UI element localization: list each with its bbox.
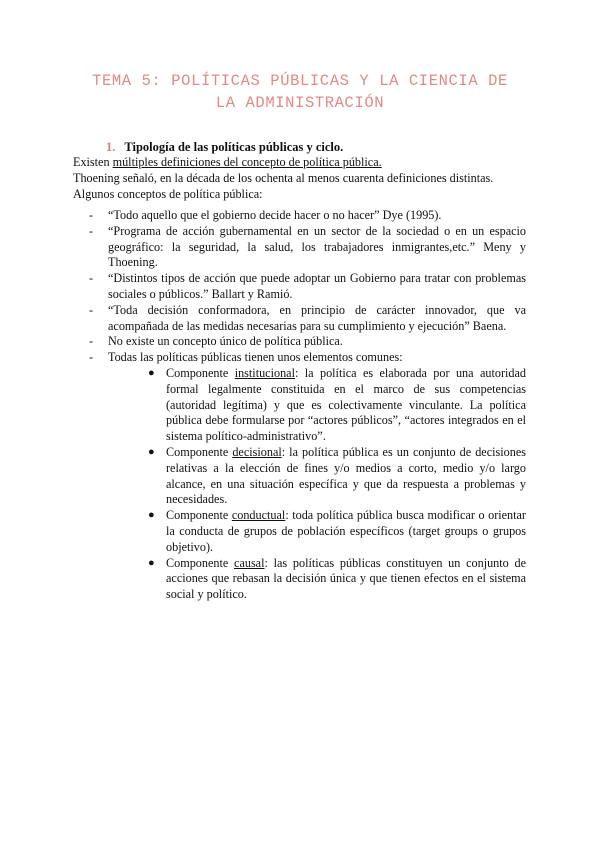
component-item-institucional: ● Componente institucional: la política es elaborada por una autoridad formal legalmente constituida en el marco de sus competencias (autoridad legítima) y que es colectivamente vinculante. La política pública debe formularse por “actores públicos”, “actores integrados en el sistema político-administrativo”.	[148, 365, 526, 444]
dash-marker: -	[89, 208, 94, 222]
component-term: institucional	[234, 365, 295, 380]
component-term: decisional	[232, 444, 282, 459]
intro-paragraph-2: Thoening señaló, en la década de los ochenta al menos cuarenta definiciones distintas.	[73, 170, 494, 185]
dash-marker: -	[89, 350, 94, 365]
section-heading-text: Tipología de las políticas públicas y ciclo.	[124, 140, 344, 154]
list-item: - No existe un concepto único de política pública.	[89, 334, 343, 349]
list-item: - “Distintos tipos de acción que puede adoptar un Gobierno para tratar con problemas sociales o públicos.” Ballart y Ramió.	[89, 271, 526, 301]
definitions-list	[89, 208, 526, 603]
bullet-icon: ●	[148, 366, 155, 379]
list-item: - “Todo aquello que el gobierno decide hacer o no hacer” Dye (1995).	[89, 208, 442, 222]
dash-marker: -	[89, 223, 94, 238]
intro-paragraph-1: Existen múltiples definiciones del concepto de política pública.	[73, 155, 382, 169]
bullet-icon: ●	[148, 556, 155, 569]
section-heading	[106, 139, 343, 155]
list-item: - Todas las políticas públicas tienen unos elementos comunes: ● Componente institucional: la política es elaborada por una autoridad formal legalmente constituida en el marco de sus competencias (autoridad legítima) y que es colectivamente vinculante. La política pública debe formularse por “actores públicos”, “actores integrados en el sistema político-administrativo”. ● Componente decisional: la política pública es un conjunto de decisiones relativas a la elección de fines y/o medios a corto, medio y/o largo alcance, en una situación específica y que da respuesta a problemas y necesidades. ● Componente conductual: toda política pública busca modificar o orientar la conducta de grupos de población específicos (target groups o grupos objetivo). ● Componente causal: las políticas públicas constituyen un conjunto de acciones que rebasan la decisión única y que tienen efectos en el sistema social y político.	[89, 350, 526, 602]
dash-marker: -	[89, 271, 94, 286]
components-list	[146, 366, 526, 603]
intro-paragraph-3: Algunos conceptos de política pública:	[73, 186, 263, 201]
section-number: 1.	[106, 140, 116, 154]
component-item-conductual: ● Componente conductual: toda política pública busca modificar o orientar la conducta de grupos de población específicos (target groups o grupos objetivo).	[148, 508, 526, 554]
intro-block	[73, 155, 525, 202]
component-term: conductual	[231, 508, 286, 523]
list-item: - “Programa de acción gubernamental en un sector de la sociedad o en un espacio geográfico: la seguridad, la salud, los trabajadores inmigrantes,etc.” Meny y Thoening.	[89, 223, 526, 270]
bullet-icon: ●	[148, 509, 155, 522]
dash-marker: -	[89, 334, 94, 349]
dash-marker: -	[89, 302, 94, 317]
underlined-phrase: múltiples definiciones del concepto de política pública.	[112, 155, 382, 169]
list-item: - “Toda decisión conformadora, en principio de carácter innovador, que va acompañada de las medidas necesarias para su cumplimiento y ejecución” Baena.	[89, 302, 526, 333]
component-term: causal	[234, 555, 265, 570]
component-item-decisional: ● Componente decisional: la política pública es un conjunto de decisiones relativas a la elección de fines y/o medios a corto, medio y/o largo alcance, en una situación específica y que da respuesta a problemas y necesidades.	[148, 444, 526, 507]
document-title	[70, 70, 530, 114]
bullet-icon: ●	[148, 445, 155, 458]
component-item-causal: ● Componente causal: las políticas públicas constituyen un conjunto de acciones que rebasan la decisión única y que tienen efectos en el sistema social y político.	[148, 555, 526, 602]
title-line-1: TEMA 5: POLÍTICAS PÚBLICAS Y LA CIENCIA DE	[92, 72, 508, 90]
title-line-2: LA ADMINISTRACIÓN	[215, 94, 385, 112]
